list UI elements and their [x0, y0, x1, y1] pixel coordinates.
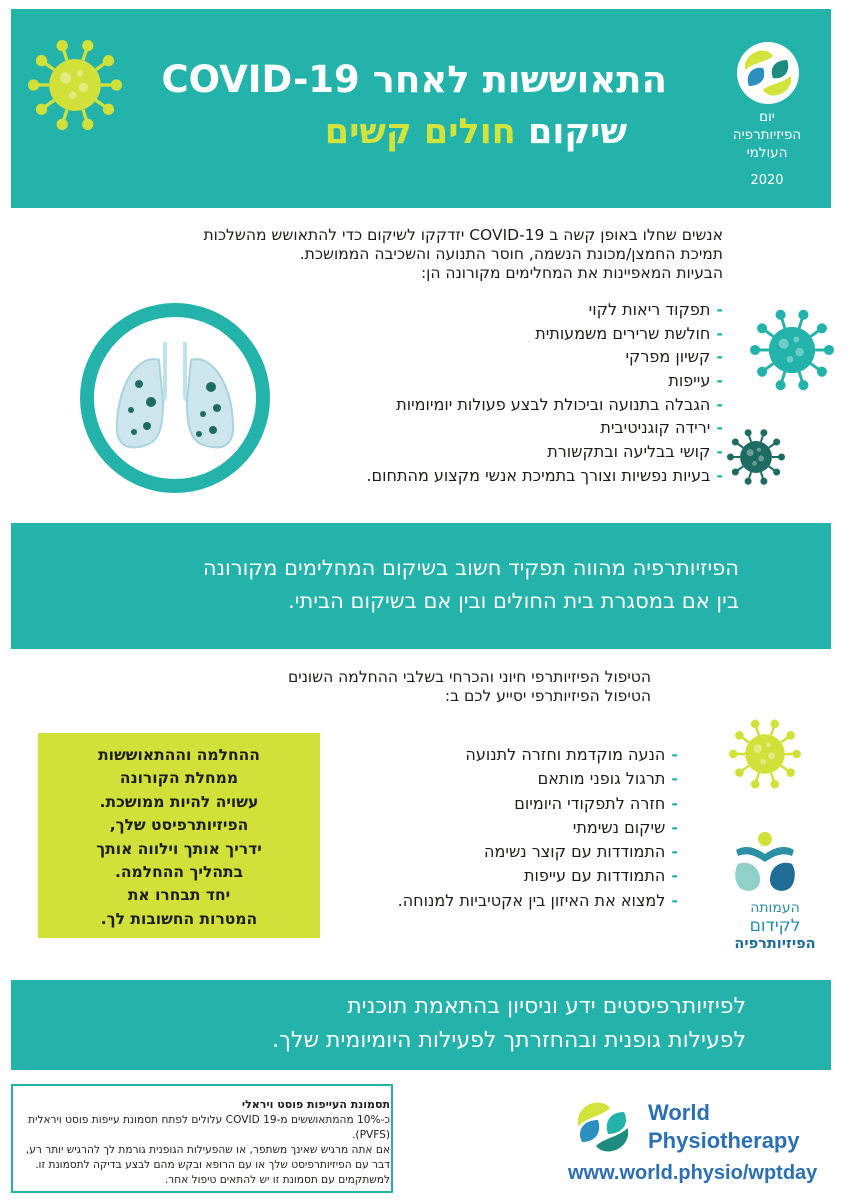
pvfs-line: אם אתה מרגיש שאינך משתפר, או שהפעילות הגופנית גורמת לך להרגיש יותר רע,: [25, 1144, 390, 1156]
list-item: -למצוא את האיזון בין אקטיביות למנוחה.: [397, 890, 678, 910]
treatment-text: [51, 668, 651, 706]
pvfs-line: למשתקמים עם תסמונת זו יש להתאים טיפול אחר.: [164, 1174, 390, 1186]
list-item: -קושי בבליעה ובתקשורת: [547, 442, 723, 462]
closing-line: לפיזיותרפיסטים ידע וניסיון בהתאמת תוכנית: [347, 994, 746, 1019]
pvfs-body: [16, 1113, 390, 1188]
list-item: -קשיון מפרקי: [625, 347, 723, 367]
list-item: -הגבלה בתנועה וביכולת לבצע פעולות יומיומיות: [396, 394, 723, 414]
callout-line: ממחלת הקורונה: [119, 769, 239, 788]
pvfs-line: דבר עם הפיזיותרפיסט שלך או עם הרופא ובקש מהם לבצע בדיקה לתסמונת זו.: [35, 1159, 390, 1171]
pvfs-title: תסמונת העייפות פוסט ויראלי: [241, 1098, 390, 1111]
list-item: -חולשת שרירים משמעותית: [535, 323, 723, 343]
intro-line: תמיכת החמצן/מכונת הנשמה, חוסר התנועה והשכיבה הממושכת.: [299, 245, 723, 263]
brand-url[interactable]: www.world.physio/wptday: [568, 1162, 818, 1184]
callout-line: יחד תבחרו את: [127, 886, 231, 905]
list-item: -תרגול גופני מותאם: [537, 769, 678, 789]
list-item: -התמודדות עם עייפות: [523, 866, 678, 886]
callout-line: עשויה להיות ממושכת.: [99, 792, 259, 811]
brand-name-line: Physiotherapy: [648, 1128, 800, 1153]
virus-icon: [729, 718, 801, 790]
list-item: -חזרה לתפקודי היומיום: [514, 793, 678, 813]
page-title: התאוששות לאחר COVID-19: [161, 58, 667, 101]
callout-text: [48, 744, 310, 931]
header-banner: [11, 9, 831, 208]
lungs-icon: [79, 302, 271, 494]
brand-name-line: World: [648, 1100, 710, 1125]
partner-line: העמותה: [750, 900, 800, 916]
virus-icon: [28, 38, 122, 132]
intro-text: [133, 226, 723, 283]
event-year: 2020: [750, 173, 784, 188]
list-item: -ירידה קוגניטיבית: [600, 418, 723, 438]
world-physio-logo-icon: [737, 42, 799, 104]
virus-icon: [727, 428, 785, 486]
partner-line: לקידום: [749, 916, 801, 936]
world-physiotherapy-logo-icon: [572, 1096, 634, 1158]
world-physio-day-label: יום הפיזיותרפיה העולמי: [732, 109, 802, 161]
list-item: -הנעה מוקדמת וחזרה לתנועה: [465, 745, 678, 764]
role-line: בין אם במסגרת בית החולים ובין אם בשיקום הביתי.: [288, 589, 739, 613]
callout-line: המטרות החשובות לך.: [100, 909, 258, 928]
list-item: -שיקום נשימתי: [572, 817, 678, 837]
callout-line: הפיזיותרפיסט שלך,: [109, 816, 249, 835]
subtitle-white: שיקום: [527, 112, 627, 152]
callout-line: ההחלמה וההתאוששות: [98, 746, 260, 764]
list-item: -בעיות נפשיות וצורך בתמיכת אנשי מקצוע מהתחום.: [366, 465, 723, 485]
virus-icon: [750, 308, 834, 392]
subtitle-highlight: חולים קשים: [324, 112, 516, 152]
callout-line: בתהליך ההחלמה.: [114, 863, 244, 882]
list-item: -תפקוד ריאות לקוי: [588, 300, 723, 319]
benefits-list: [318, 743, 678, 913]
treatment-line: הטיפול הפיזיותרפי חיוני והכרחי בשלבי ההחלמה השונים: [287, 668, 651, 686]
list-item: -התמודדות עם קוצר נשימה: [484, 842, 678, 862]
partner-line: הפיזיותרפיה: [734, 936, 816, 952]
intro-line: אנשים שחלו באופן קשה ב COVID-19 יזדקקו לשיקום כדי להתאושש מהשלכות: [203, 226, 723, 244]
closing-line: לפעילות גופנית ובהחזרתך לפעילות היומיומית שלך.: [272, 1028, 746, 1053]
role-text: [49, 552, 739, 618]
list-item: -עייפות: [668, 371, 723, 391]
pvfs-line: כ-10% מהמתאוששים מ-COVID 19 עלולים לפתח תסמונת עייפות פוסט ויראלית (PVFS).: [28, 1114, 390, 1141]
partner-logo-icon: [732, 830, 798, 896]
role-line: הפיזיותרפיה מהווה תפקיד חשוב בשיקום המחלימים מקורונה: [202, 556, 739, 580]
callout-line: ידריך אותך וילווה אותך: [96, 839, 262, 858]
closing-text: [46, 990, 746, 1058]
page-subtitle: [325, 112, 627, 152]
issues-list: [263, 298, 723, 488]
treatment-line: הטיפול הפיזיותרפי יסייע לכם ב:: [444, 687, 651, 705]
brand-name: [648, 1099, 800, 1155]
intro-line: הבעיות המאפיינות את המחלימים מקורונה הן:: [420, 264, 723, 282]
partner-logo-text: [720, 899, 830, 953]
